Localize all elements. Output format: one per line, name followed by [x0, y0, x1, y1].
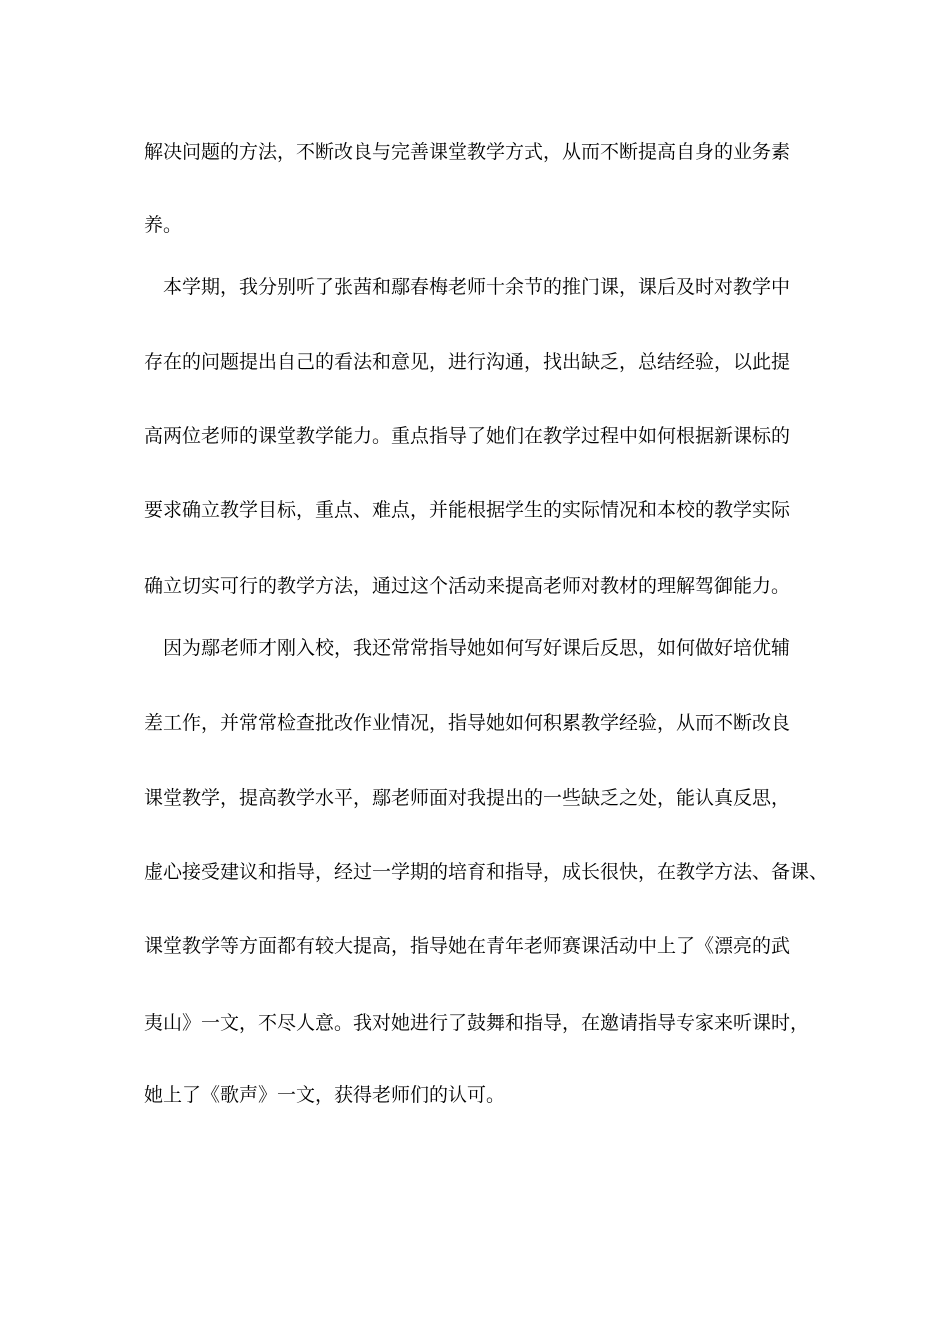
text-line: 高两位老师的课堂教学能力。重点指导了她们在教学过程中如何根据新课标的: [144, 425, 791, 447]
paragraph-start-line: 本学期，我分别听了张茜和鄢春梅老师十余节的推门课，课后及时对教学中: [163, 276, 791, 298]
text-line: 课堂教学等方面都有较大提高，指导她在青年老师赛课活动中上了《漂亮的武: [144, 935, 791, 957]
text-line: 要求确立教学目标，重点、难点，并能根据学生的实际情况和本校的教学实际: [144, 499, 791, 521]
text-line: 她上了《歌声》一文，获得老师们的认可。: [144, 1084, 506, 1106]
text-line: 夷山》一文，不尽人意。我对她进行了鼓舞和指导，在邀请指导专家来听课时，: [144, 1012, 810, 1034]
text-line: 存在的问题提出自己的看法和意见，进行沟通，找出缺乏，总结经验，以此提: [144, 351, 791, 373]
text-line: 解决问题的方法，不断改良与完善课堂教学方式，从而不断提高自身的业务素: [144, 141, 791, 163]
paragraph-start-line: 因为鄢老师才刚入校，我还常常指导她如何写好课后反思，如何做好培优辅: [163, 637, 791, 659]
text-line: 虚心接受建议和指导，经过一学期的培育和指导，成长很快，在教学方法、备课、: [144, 861, 829, 883]
text-line: 确立切实可行的教学方法，通过这个活动来提高老师对教材的理解驾御能力。: [144, 575, 791, 597]
text-line: 差工作，并常常检查批改作业情况，指导她如何积累教学经验，从而不断改良: [144, 712, 791, 734]
text-line: 养。: [144, 214, 183, 236]
text-line: 课堂教学，提高教学水平，鄢老师面对我提出的一些缺乏之处，能认真反思，: [144, 787, 791, 809]
